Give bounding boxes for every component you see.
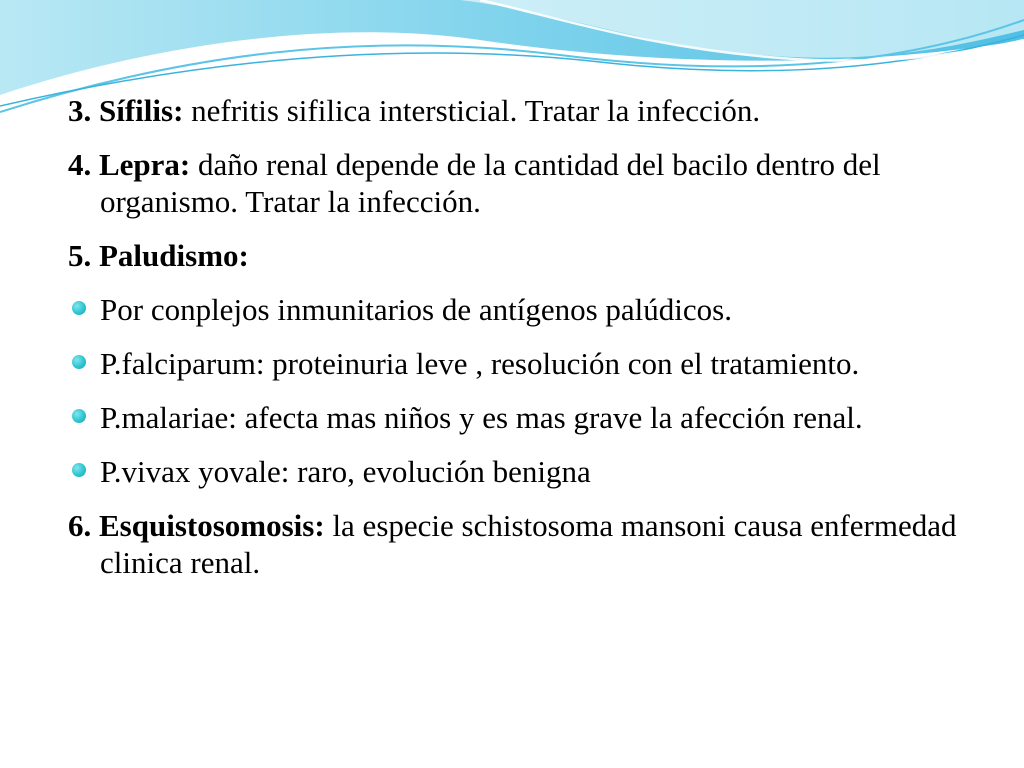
item-text: Por conplejos inmunitarios de antígenos palúdicos. <box>100 292 732 327</box>
bullet-item <box>68 453 968 490</box>
item-number: 5. <box>68 238 92 273</box>
item-text: nefritis sifilica intersticial. Tratar la infección. <box>191 93 761 128</box>
bullet-dot-icon <box>72 409 86 423</box>
item-text: P.vivax yovale: raro, evolución benigna <box>100 454 591 489</box>
item-text: la especie schistosoma mansoni causa enfermedad clinica renal. <box>100 508 957 580</box>
bullet-item <box>68 399 968 436</box>
bullet-dot-icon <box>72 301 86 315</box>
item-number: 6. <box>68 508 92 543</box>
item-label: Sífilis: <box>99 93 184 128</box>
item-label: Esquistosomosis: <box>99 508 325 543</box>
list-item-sifilis <box>68 92 968 129</box>
item-number: 4. <box>68 147 92 182</box>
list-item-lepra <box>68 146 968 220</box>
slide-content <box>68 92 968 598</box>
bullet-dot-icon <box>72 355 86 369</box>
bullet-item <box>68 345 968 382</box>
item-number: 3. <box>68 93 92 128</box>
item-text: P.falciparum: proteinuria leve , resolución con el tratamiento. <box>100 346 860 381</box>
bullet-dot-icon <box>72 463 86 477</box>
item-text: P.malariae: afecta mas niños y es mas grave la afección renal. <box>100 400 863 435</box>
bullet-item <box>68 291 968 328</box>
item-label: Paludismo: <box>99 238 249 273</box>
item-label: Lepra: <box>99 147 191 182</box>
item-text: daño renal depende de la cantidad del bacilo dentro del organismo. Tratar la infección. <box>100 147 881 219</box>
list-item-paludismo <box>68 237 968 274</box>
list-item-esquistosomosis <box>68 507 968 581</box>
